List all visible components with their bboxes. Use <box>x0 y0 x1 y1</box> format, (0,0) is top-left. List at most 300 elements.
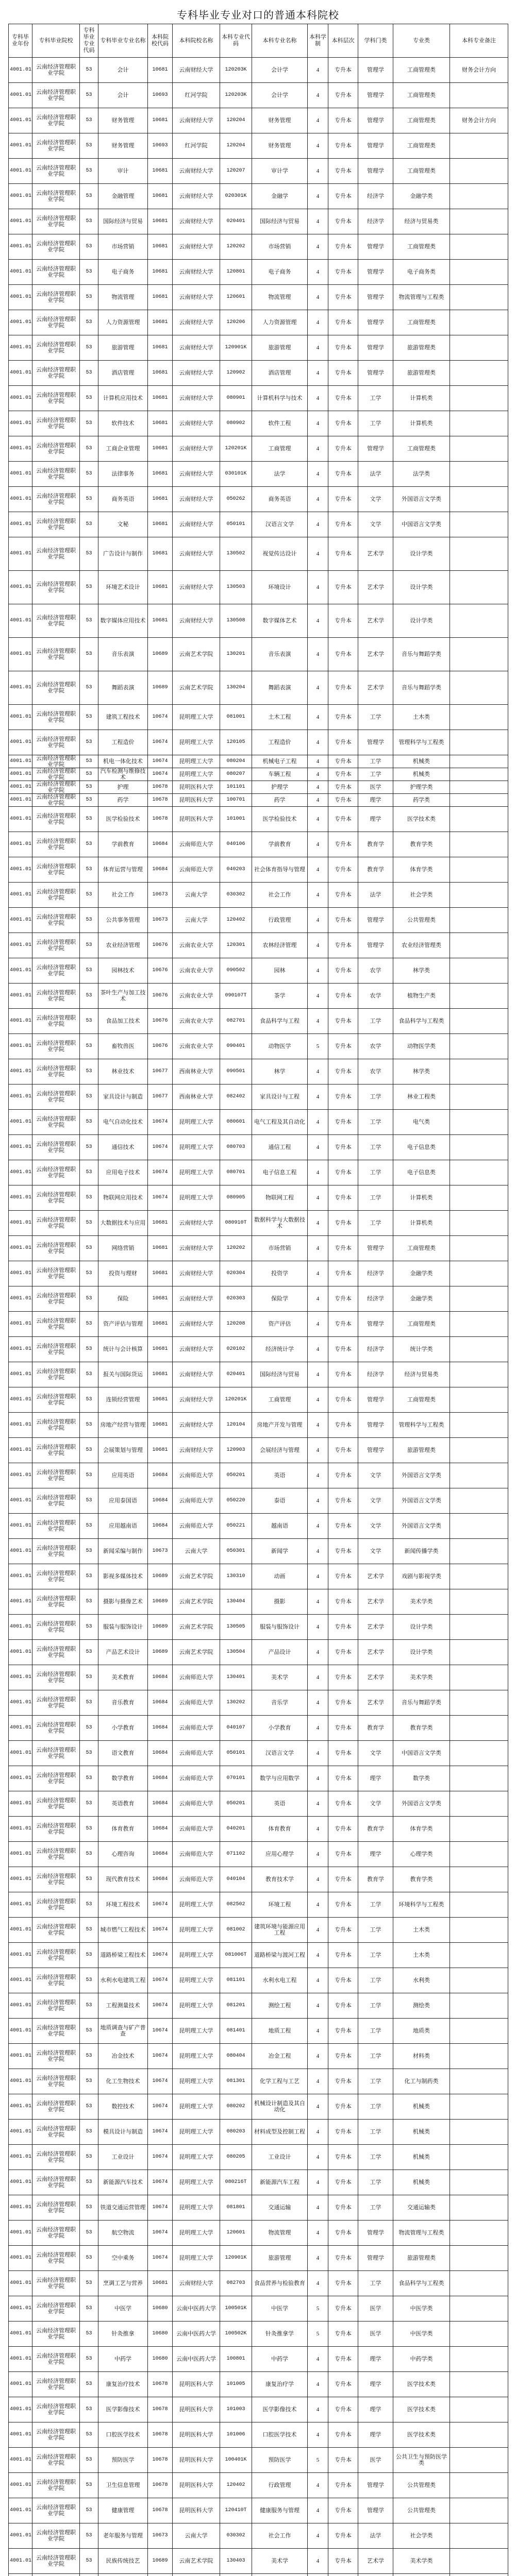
table-cell: 文秘 <box>98 512 148 537</box>
table-cell: 53 <box>80 807 98 832</box>
table-cell: 工商管理类 <box>393 436 450 462</box>
table-cell: 地质工程 <box>252 2019 308 2044</box>
table-cell: 美术学类 <box>393 2549 450 2574</box>
table-cell: 专升本 <box>328 1312 358 1337</box>
table-cell: 冶金技术 <box>98 2044 148 2069</box>
table-cell: 专升本 <box>328 730 358 755</box>
table-cell: 云南经济管理职业学院 <box>32 2145 80 2170</box>
table-cell: 53 <box>80 2422 98 2448</box>
table-cell: 昆明理工大学 <box>173 2019 220 2044</box>
table-cell: 云南财经大学 <box>173 537 220 571</box>
table-cell: 西南林业大学 <box>173 1084 220 1110</box>
table-cell: 10681 <box>148 285 173 310</box>
table-row <box>9 571 508 604</box>
table-cell: 云南大学 <box>173 2523 220 2549</box>
table-cell: 工学 <box>358 1918 393 1943</box>
table-cell: 082502 <box>220 1892 252 1918</box>
table-cell: 4001.01 <box>9 1640 32 1665</box>
table-cell: 53 <box>80 260 98 285</box>
table-cell: 4001.01 <box>9 1766 32 1791</box>
table-cell: 昆明医科大学 <box>173 2397 220 2422</box>
table-cell: 云南财经大学 <box>173 1236 220 1261</box>
table-cell: 中医学 <box>252 2296 308 2321</box>
table-cell: 材料类 <box>393 2044 450 2069</box>
table-cell: 经济学 <box>358 1337 393 1362</box>
table-cell: 计算机类 <box>393 386 450 411</box>
table-cell: 云南经济管理职业学院 <box>32 436 80 462</box>
table-cell: 53 <box>80 755 98 768</box>
table-cell <box>450 1867 508 1892</box>
table-cell: 农学 <box>358 1034 393 1059</box>
table-cell: 专升本 <box>328 1009 358 1034</box>
table-cell: 10674 <box>148 2069 173 2094</box>
table-cell: 云南师范大学 <box>173 857 220 883</box>
table-cell: 4001.01 <box>9 1867 32 1892</box>
table-cell: 云南经济管理职业学院 <box>32 2170 80 2195</box>
table-cell: 4 <box>308 2170 328 2195</box>
table-cell: 101003 <box>220 2397 252 2422</box>
table-cell: 4001.01 <box>9 1261 32 1286</box>
table-cell: 中医学类 <box>393 2296 450 2321</box>
table-cell: 53 <box>80 2019 98 2044</box>
column-header: 本科专业名称 <box>252 24 308 58</box>
table-cell: 4 <box>308 755 328 768</box>
table-cell: 艺术学 <box>358 1615 393 1640</box>
table-cell <box>450 2170 508 2195</box>
table-cell: 4001.01 <box>9 1160 32 1185</box>
table-cell <box>450 1615 508 1640</box>
table-cell: 4 <box>308 1716 328 1741</box>
table-cell: 云南经济管理职业学院 <box>32 1968 80 1993</box>
table-cell: 机械类 <box>393 2145 450 2170</box>
table-cell: 音乐教育 <box>98 1690 148 1716</box>
table-cell: 040201 <box>220 1817 252 1842</box>
column-header: 本科专业代码 <box>220 24 252 58</box>
table-cell <box>450 2044 508 2069</box>
table-cell <box>450 1337 508 1362</box>
table-row <box>9 386 508 411</box>
table-cell: 艺术学 <box>358 1690 393 1716</box>
table-cell: 园林技术 <box>98 958 148 984</box>
table-cell: 10674 <box>148 2145 173 2170</box>
table-cell: 10681 <box>148 1286 173 1312</box>
table-cell <box>450 768 508 781</box>
table-cell <box>450 857 508 883</box>
table-cell: 机械类 <box>393 768 450 781</box>
table-cell: 云南大学 <box>173 883 220 908</box>
table-cell: 金融学类 <box>393 1261 450 1286</box>
table-cell <box>450 571 508 604</box>
table-cell: 云南农业大学 <box>173 1034 220 1059</box>
table-cell: 4001.01 <box>9 2296 32 2321</box>
table-cell: 4001.01 <box>9 2094 32 2120</box>
table-cell: 云南财经大学 <box>173 159 220 184</box>
table-cell: 云南经济管理职业学院 <box>32 1514 80 1539</box>
table-cell: 10674 <box>148 1185 173 1211</box>
table-cell: 医学 <box>358 2321 393 2347</box>
table-row <box>9 1236 508 1261</box>
table-cell: 云南财经大学 <box>173 1438 220 1463</box>
table-cell: 电气工程及其自动化 <box>252 1110 308 1135</box>
table-cell: 设计学类 <box>393 537 450 571</box>
table-cell: 10674 <box>148 768 173 781</box>
table-cell: 国际经济与贸易 <box>98 209 148 234</box>
table-cell: 10681 <box>148 361 173 386</box>
table-cell: 心理学类 <box>393 1842 450 1867</box>
table-cell: 医学 <box>358 781 393 794</box>
table-cell: 53 <box>80 604 98 638</box>
table-cell: 53 <box>80 638 98 671</box>
table-cell: 云南经济管理职业学院 <box>32 730 80 755</box>
table-cell: 云南财经大学 <box>173 1413 220 1438</box>
table-cell: 数字媒体艺术 <box>252 604 308 638</box>
table-cell: 120202 <box>220 1236 252 1261</box>
table-cell: 120208 <box>220 1312 252 1337</box>
table-cell: 53 <box>80 1741 98 1766</box>
table-row <box>9 1589 508 1615</box>
table-cell: 4001.01 <box>9 571 32 604</box>
table-cell: 茶学 <box>252 984 308 1009</box>
table-cell: 红河学院 <box>173 133 220 159</box>
table-cell: 130310 <box>220 1564 252 1589</box>
table-cell: 53 <box>80 933 98 958</box>
table-cell: 云南中医药大学 <box>173 2321 220 2347</box>
table-cell: 53 <box>80 2473 98 2498</box>
table-cell: 030302 <box>220 883 252 908</box>
table-cell: 4001.01 <box>9 2246 32 2271</box>
table-cell: 医学技术类 <box>393 2422 450 2448</box>
table-cell: 10674 <box>148 2170 173 2195</box>
table-cell <box>9 2574 32 2576</box>
table-cell: 云南经济管理职业学院 <box>32 386 80 411</box>
table-cell: 53 <box>80 133 98 159</box>
table-cell: 4001.01 <box>9 1312 32 1337</box>
table-cell: 10689 <box>148 2549 173 2574</box>
table-cell <box>450 234 508 260</box>
table-cell: 计算机类 <box>393 1211 450 1236</box>
table-cell: 云南财经大学 <box>173 335 220 361</box>
table-cell: 投资学 <box>252 1261 308 1286</box>
table-cell: 云南师范大学 <box>173 1791 220 1817</box>
table-cell <box>450 386 508 411</box>
table-cell: 4001.01 <box>9 755 32 768</box>
table-cell: 工学 <box>358 2094 393 2120</box>
table-cell: 康复治疗学 <box>252 2372 308 2397</box>
table-cell: 4001.01 <box>9 2422 32 2448</box>
table-cell: 机械电子工程 <box>252 755 308 768</box>
table-cell: 云南中医药大学 <box>173 2296 220 2321</box>
table-row <box>9 1615 508 1640</box>
table-cell <box>450 908 508 933</box>
table-cell: 080910T <box>220 1211 252 1236</box>
table-cell: 专升本 <box>328 832 358 857</box>
table-cell: 林业技术 <box>98 1059 148 1084</box>
table-cell: 英语 <box>252 1791 308 1817</box>
table-cell: 专升本 <box>328 234 358 260</box>
table-cell <box>450 638 508 671</box>
table-cell: 专升本 <box>328 933 358 958</box>
column-header: 专科毕业年份 <box>9 24 32 58</box>
table-cell: 旅游管理类 <box>393 2246 450 2271</box>
table-cell: 计算机类 <box>393 411 450 436</box>
table-cell: 专升本 <box>328 2069 358 2094</box>
table-cell: 4001.01 <box>9 604 32 638</box>
table-cell: 设计学类 <box>393 604 450 638</box>
table-cell: 4 <box>308 2271 328 2296</box>
table-cell: 53 <box>80 411 98 436</box>
table-cell: 预防医学 <box>98 2448 148 2473</box>
table-cell: 10674 <box>148 1943 173 1968</box>
table-cell: 云南财经大学 <box>173 285 220 310</box>
table-cell: 5 <box>308 2296 328 2321</box>
table-cell <box>450 883 508 908</box>
table-cell: 10676 <box>148 933 173 958</box>
table-cell: 工学 <box>358 1110 393 1135</box>
table-cell: 语文教育 <box>98 1741 148 1766</box>
table-cell: 53 <box>80 1438 98 1463</box>
table-row <box>9 755 508 768</box>
table-cell: 云南经济管理职业学院 <box>32 335 80 361</box>
table-cell: 4 <box>308 1261 328 1286</box>
table-cell: 53 <box>80 1867 98 1892</box>
table-cell: 4 <box>308 1185 328 1211</box>
table-cell: 4 <box>308 1110 328 1135</box>
table-cell: 云南经济管理职业学院 <box>32 58 80 83</box>
table-cell: 4001.01 <box>9 984 32 1009</box>
table-cell: 10684 <box>148 1791 173 1817</box>
table-cell: 53 <box>80 1236 98 1261</box>
table-cell <box>450 2221 508 2246</box>
table-cell <box>450 184 508 209</box>
table-cell: 土木类 <box>393 705 450 730</box>
table-cell: 4 <box>308 1943 328 1968</box>
table-cell <box>450 1993 508 2019</box>
table-cell <box>450 2523 508 2549</box>
table-cell: 车辆工程 <box>252 768 308 781</box>
table-cell: 云南师范大学 <box>173 1665 220 1690</box>
table-cell <box>450 2120 508 2145</box>
table-cell: 财务管理 <box>252 108 308 133</box>
table-cell: 53 <box>80 361 98 386</box>
table-cell: 管理学 <box>358 285 393 310</box>
table-cell: 专升本 <box>328 1362 358 1387</box>
table-cell: 080204 <box>220 755 252 768</box>
table-cell: 教育学类 <box>393 832 450 857</box>
table-cell: 昆明医科大学 <box>173 2473 220 2498</box>
table-cell: 专升本 <box>328 2422 358 2448</box>
table-cell: 物联网应用技术 <box>98 1185 148 1211</box>
table-cell: 教育学 <box>358 1716 393 1741</box>
table-cell: 康复治疗技术 <box>98 2372 148 2397</box>
table-cell: 10681 <box>148 1312 173 1337</box>
table-row <box>9 1564 508 1589</box>
table-cell <box>450 933 508 958</box>
table-cell: 针灸推拿学 <box>252 2321 308 2347</box>
table-cell: 080902 <box>220 411 252 436</box>
table-cell: 公共管理类 <box>393 2473 450 2498</box>
table-cell: 云南财经大学 <box>173 209 220 234</box>
table-row <box>9 2448 508 2473</box>
table-cell: 交通运输类 <box>393 2195 450 2221</box>
table-cell: 口腔医学技术 <box>98 2422 148 2448</box>
table-cell: 艺术学 <box>358 671 393 705</box>
table-cell <box>450 133 508 159</box>
table-cell: 10689 <box>148 1589 173 1615</box>
table-cell: 4 <box>308 2195 328 2221</box>
table-cell: 云南艺术学院 <box>173 1640 220 1665</box>
table-cell: 音乐表演 <box>98 638 148 671</box>
table-cell: 120203K <box>220 83 252 108</box>
table-cell: 10681 <box>148 386 173 411</box>
table-row <box>9 908 508 933</box>
table-cell: 4001.01 <box>9 108 32 133</box>
table-cell <box>252 2574 308 2576</box>
table-cell: 中药学类 <box>393 2347 450 2372</box>
table-cell: 航空物流 <box>98 2221 148 2246</box>
table-cell: 工学 <box>358 1892 393 1918</box>
table-cell: 物联网工程 <box>252 1185 308 1211</box>
table-cell <box>450 1791 508 1817</box>
table-cell: 4001.01 <box>9 1741 32 1766</box>
table-cell: 云南经济管理职业学院 <box>32 1413 80 1438</box>
table-row <box>9 984 508 1009</box>
table-cell: 080216T <box>220 2170 252 2195</box>
table-cell: 机电一体化技术 <box>98 755 148 768</box>
table-cell: 管理学 <box>358 933 393 958</box>
table-cell: 10689 <box>148 1564 173 1589</box>
table-cell: 120601 <box>220 2221 252 2246</box>
table-cell: 专升本 <box>328 2221 358 2246</box>
table-cell: 081301 <box>220 2069 252 2094</box>
table-cell: 行政管理 <box>252 2473 308 2498</box>
table-cell: 云南经济管理职业学院 <box>32 794 80 807</box>
table-cell: 080205 <box>220 2145 252 2170</box>
table-cell: 云南经济管理职业学院 <box>32 512 80 537</box>
table-cell: 软件技术 <box>98 411 148 436</box>
table-cell: 管理学 <box>358 1387 393 1413</box>
table-cell: 4 <box>308 1892 328 1918</box>
table-cell: 专升本 <box>328 1387 358 1413</box>
table-row <box>9 1842 508 1867</box>
table-cell: 4 <box>308 768 328 781</box>
table-cell: 工学 <box>358 2044 393 2069</box>
table-cell <box>450 462 508 487</box>
table-cell <box>450 411 508 436</box>
table-cell: 10678 <box>148 2448 173 2473</box>
table-row <box>9 2523 508 2549</box>
table-row <box>9 604 508 638</box>
table-cell: 道路桥梁工程技术 <box>98 1943 148 1968</box>
table-cell: 经济统计学 <box>252 1337 308 1362</box>
table-cell: 10684 <box>148 1488 173 1514</box>
table-cell: 社会学类 <box>393 2523 450 2549</box>
table-cell <box>450 705 508 730</box>
table-cell: 云南财经大学 <box>173 436 220 462</box>
table-cell: 房地产经营与管理 <box>98 1413 148 1438</box>
table-cell: 云南经济管理职业学院 <box>32 1539 80 1564</box>
table-cell: 专升本 <box>328 108 358 133</box>
table-cell: 云南财经大学 <box>173 462 220 487</box>
table-row <box>9 2145 508 2170</box>
table-cell: 020401 <box>220 209 252 234</box>
table-cell: 4 <box>308 933 328 958</box>
table-cell: 电子信息工程 <box>252 1160 308 1185</box>
table-cell: 4001.01 <box>9 285 32 310</box>
table-cell: 管理学 <box>358 310 393 335</box>
table-cell: 53 <box>80 209 98 234</box>
table-cell: 云南经济管理职业学院 <box>32 1791 80 1817</box>
table-cell: 4 <box>308 411 328 436</box>
table-cell <box>450 1741 508 1766</box>
table-cell: 4001.01 <box>9 1413 32 1438</box>
table-cell: 云南经济管理职业学院 <box>32 1918 80 1943</box>
table-cell: 中医学 <box>98 2296 148 2321</box>
table-row <box>9 335 508 361</box>
table-cell: 电气自动化技术 <box>98 1110 148 1135</box>
table-cell: 云南经济管理职业学院 <box>32 1993 80 2019</box>
table-cell: 120402 <box>220 908 252 933</box>
table-cell: 财务会计方向 <box>450 58 508 83</box>
table-cell: 100501K <box>220 2296 252 2321</box>
table-cell: 10681 <box>148 571 173 604</box>
table-cell: 专升本 <box>328 2120 358 2145</box>
table-cell: 4001.01 <box>9 2195 32 2221</box>
table-cell: 云南财经大学 <box>173 108 220 133</box>
table-cell: 金融学类 <box>393 184 450 209</box>
column-header: 本科院校名称 <box>173 24 220 58</box>
table-cell: 10681 <box>148 335 173 361</box>
table-cell: 云南经济管理职业学院 <box>32 2120 80 2145</box>
table-cell: 理学 <box>358 1766 393 1791</box>
table-cell: 53 <box>80 2170 98 2195</box>
table-cell: 4 <box>308 730 328 755</box>
table-cell: 泰语 <box>252 1488 308 1514</box>
table-cell: 云南经济管理职业学院 <box>32 781 80 794</box>
table-cell: 120201K <box>220 1387 252 1413</box>
table-cell: 音乐与舞蹈学类 <box>393 671 450 705</box>
table-cell: 53 <box>80 108 98 133</box>
document-page <box>8 0 508 2576</box>
table-cell: 专升本 <box>328 1413 358 1438</box>
table-cell: 10674 <box>148 1993 173 2019</box>
table-cell: 53 <box>80 1716 98 1741</box>
table-cell <box>450 2094 508 2120</box>
table-cell: 10684 <box>148 1665 173 1690</box>
table-cell: 云南经济管理职业学院 <box>32 487 80 512</box>
table-cell: 10674 <box>148 2044 173 2069</box>
table-cell: 云南经济管理职业学院 <box>32 83 80 108</box>
table-cell: 连锁经营管理 <box>98 1387 148 1413</box>
table-cell: 云南经济管理职业学院 <box>32 1463 80 1488</box>
table-cell: 10681 <box>148 512 173 537</box>
table-cell: 10684 <box>148 1817 173 1842</box>
table-cell: 10678 <box>148 2422 173 2448</box>
table-cell: 美术教育 <box>98 1665 148 1690</box>
table-cell: 云南经济管理职业学院 <box>32 671 80 705</box>
table-cell: 53 <box>80 671 98 705</box>
table-cell: 050101 <box>220 1741 252 1766</box>
table-cell: 云南经济管理职业学院 <box>32 2347 80 2372</box>
table-cell: 昆明理工大学 <box>173 1968 220 1993</box>
table-cell: 戏剧与影视学类 <box>393 1564 450 1589</box>
table-cell: 4 <box>308 2397 328 2422</box>
table-cell: 房地产开发与管理 <box>252 1413 308 1438</box>
table-cell: 云南财经大学 <box>173 487 220 512</box>
table-cell: 会计 <box>98 83 148 108</box>
table-cell: 云南师范大学 <box>173 1766 220 1791</box>
table-cell: 金融管理 <box>98 184 148 209</box>
table-cell: 林学类 <box>393 1059 450 1084</box>
